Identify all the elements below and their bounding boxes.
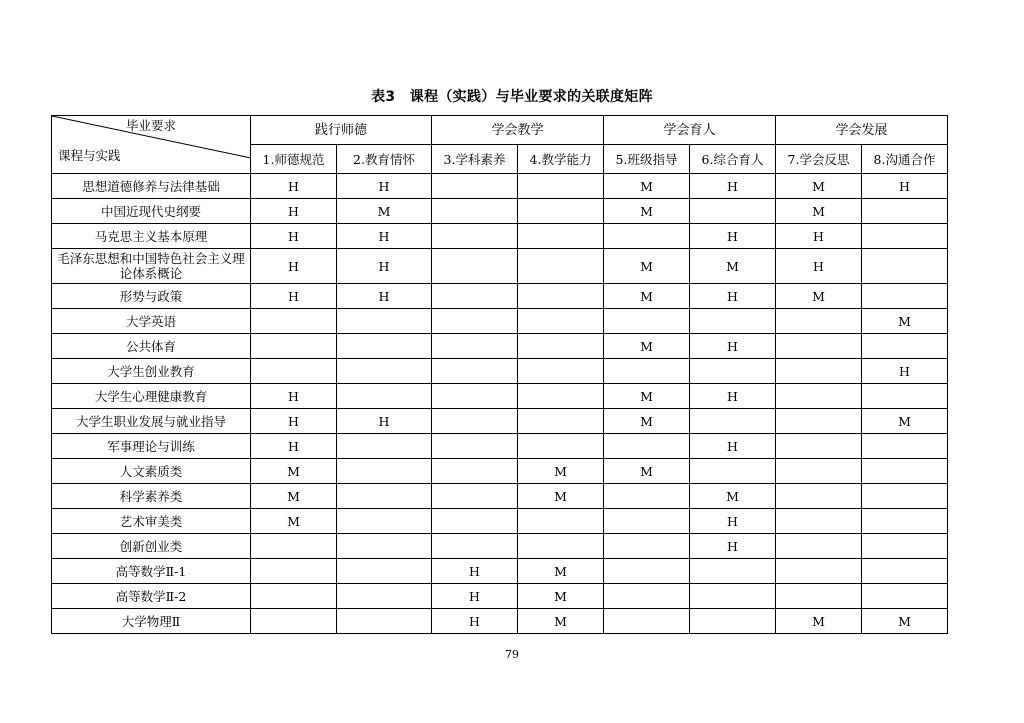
relevance-cell <box>862 459 948 484</box>
relevance-cell <box>432 384 518 409</box>
relevance-cell: H <box>251 409 337 434</box>
relevance-cell <box>776 309 862 334</box>
requirement-header: 3.学科素养 <box>432 145 518 174</box>
requirement-matrix-table <box>51 115 948 634</box>
relevance-cell <box>337 334 432 359</box>
relevance-cell: H <box>690 434 776 459</box>
relevance-cell: M <box>518 584 604 609</box>
relevance-cell <box>251 534 337 559</box>
course-name-cell: 思想道德修养与法律基础 <box>52 174 251 199</box>
relevance-cell <box>432 199 518 224</box>
table-row <box>52 309 948 334</box>
relevance-cell <box>518 224 604 249</box>
relevance-cell <box>776 409 862 434</box>
table-row <box>52 484 948 509</box>
relevance-cell: M <box>776 284 862 309</box>
relevance-cell: H <box>337 249 432 284</box>
relevance-cell <box>776 484 862 509</box>
relevance-cell <box>776 334 862 359</box>
table-row <box>52 559 948 584</box>
relevance-cell <box>337 309 432 334</box>
relevance-cell: M <box>251 509 337 534</box>
course-name-cell: 高等数学Ⅱ-2 <box>52 584 251 609</box>
relevance-cell <box>518 509 604 534</box>
relevance-cell: M <box>604 384 690 409</box>
relevance-cell <box>337 509 432 534</box>
relevance-cell: M <box>862 309 948 334</box>
corner-label-requirements: 毕业要求 <box>126 118 177 133</box>
relevance-cell <box>776 584 862 609</box>
relevance-cell <box>776 359 862 384</box>
table-row <box>52 359 948 384</box>
table-row <box>52 459 948 484</box>
relevance-cell <box>432 359 518 384</box>
relevance-cell <box>432 434 518 459</box>
relevance-cell: M <box>518 559 604 584</box>
relevance-cell <box>518 359 604 384</box>
matrix-body <box>52 174 948 634</box>
requirement-header: 1.师德规范 <box>251 145 337 174</box>
relevance-cell <box>337 584 432 609</box>
relevance-cell: M <box>604 249 690 284</box>
relevance-cell: H <box>251 384 337 409</box>
requirement-header: 6.综合育人 <box>690 145 776 174</box>
relevance-cell <box>862 484 948 509</box>
relevance-cell <box>337 459 432 484</box>
relevance-cell <box>518 174 604 199</box>
corner-label-courses: 课程与实践 <box>58 148 121 163</box>
relevance-cell <box>337 434 432 459</box>
relevance-cell <box>337 359 432 384</box>
relevance-cell <box>604 309 690 334</box>
relevance-cell <box>862 384 948 409</box>
relevance-cell: H <box>862 174 948 199</box>
relevance-cell <box>251 309 337 334</box>
relevance-cell: M <box>690 484 776 509</box>
relevance-cell: M <box>251 459 337 484</box>
table-row <box>52 249 948 284</box>
relevance-cell: M <box>604 459 690 484</box>
relevance-cell <box>518 284 604 309</box>
relevance-cell <box>604 434 690 459</box>
relevance-cell: M <box>604 174 690 199</box>
table-row <box>52 284 948 309</box>
relevance-cell: H <box>690 334 776 359</box>
relevance-cell <box>604 509 690 534</box>
requirement-header: 2.教育情怀 <box>337 145 432 174</box>
relevance-cell <box>432 224 518 249</box>
relevance-cell: M <box>604 284 690 309</box>
group-header: 学会教学 <box>432 116 604 145</box>
relevance-cell: M <box>518 484 604 509</box>
relevance-cell <box>432 309 518 334</box>
requirement-header: 8.沟通合作 <box>862 145 948 174</box>
course-name-cell: 马克思主义基本原理 <box>52 224 251 249</box>
relevance-cell <box>251 559 337 584</box>
relevance-cell <box>432 249 518 284</box>
relevance-cell: H <box>251 434 337 459</box>
relevance-cell <box>690 584 776 609</box>
relevance-cell <box>518 199 604 224</box>
relevance-cell: H <box>862 359 948 384</box>
relevance-cell <box>690 409 776 434</box>
relevance-cell <box>251 609 337 634</box>
table-row <box>52 224 948 249</box>
relevance-cell <box>251 334 337 359</box>
relevance-cell <box>604 584 690 609</box>
course-name-cell: 形势与政策 <box>52 284 251 309</box>
relevance-cell: M <box>604 334 690 359</box>
relevance-cell: H <box>337 284 432 309</box>
relevance-cell <box>690 309 776 334</box>
relevance-cell: M <box>862 409 948 434</box>
relevance-cell <box>337 484 432 509</box>
course-name-cell: 公共体育 <box>52 334 251 359</box>
table-row <box>52 584 948 609</box>
relevance-cell <box>776 459 862 484</box>
relevance-cell <box>862 199 948 224</box>
table-title: 表3 课程（实践）与毕业要求的关联度矩阵 <box>371 89 653 105</box>
relevance-cell: H <box>690 509 776 534</box>
relevance-cell <box>862 284 948 309</box>
relevance-cell <box>690 359 776 384</box>
relevance-cell: M <box>862 609 948 634</box>
relevance-cell: H <box>251 284 337 309</box>
table-row <box>52 199 948 224</box>
relevance-cell: H <box>690 534 776 559</box>
relevance-cell <box>604 484 690 509</box>
course-name-cell: 创新创业类 <box>52 534 251 559</box>
course-name-cell: 高等数学Ⅱ-1 <box>52 559 251 584</box>
relevance-cell: H <box>337 174 432 199</box>
relevance-cell <box>432 174 518 199</box>
relevance-cell: M <box>776 609 862 634</box>
relevance-cell <box>432 534 518 559</box>
relevance-cell: M <box>690 249 776 284</box>
relevance-cell: H <box>337 409 432 434</box>
group-header: 学会育人 <box>604 116 776 145</box>
relevance-cell <box>518 434 604 459</box>
relevance-cell: H <box>432 609 518 634</box>
relevance-cell: M <box>776 174 862 199</box>
relevance-cell: M <box>604 199 690 224</box>
relevance-cell <box>776 559 862 584</box>
relevance-cell <box>690 459 776 484</box>
relevance-cell: M <box>337 199 432 224</box>
relevance-cell: H <box>251 249 337 284</box>
relevance-cell <box>337 559 432 584</box>
course-name-cell: 毛泽东思想和中国特色社会主义理论体系概论 <box>52 249 251 284</box>
relevance-cell <box>690 559 776 584</box>
table-row <box>52 509 948 534</box>
table-row <box>52 409 948 434</box>
requirement-header: 5.班级指导 <box>604 145 690 174</box>
relevance-cell <box>604 224 690 249</box>
group-header: 践行师德 <box>251 116 432 145</box>
relevance-cell: H <box>690 384 776 409</box>
course-name-cell: 大学英语 <box>52 309 251 334</box>
course-name-cell: 艺术审美类 <box>52 509 251 534</box>
relevance-cell: H <box>432 559 518 584</box>
relevance-cell <box>432 484 518 509</box>
relevance-cell <box>337 534 432 559</box>
course-name-cell: 大学生心理健康教育 <box>52 384 251 409</box>
relevance-cell <box>604 559 690 584</box>
relevance-cell: H <box>690 174 776 199</box>
relevance-cell <box>432 409 518 434</box>
relevance-cell: M <box>604 409 690 434</box>
relevance-cell: H <box>432 584 518 609</box>
relevance-cell <box>776 534 862 559</box>
relevance-cell <box>862 559 948 584</box>
relevance-cell <box>862 584 948 609</box>
relevance-cell <box>251 359 337 384</box>
relevance-cell <box>432 284 518 309</box>
course-name-cell: 军事理论与训练 <box>52 434 251 459</box>
relevance-cell <box>690 199 776 224</box>
table-row <box>52 609 948 634</box>
relevance-cell <box>518 309 604 334</box>
relevance-cell <box>862 249 948 284</box>
relevance-cell: H <box>251 199 337 224</box>
relevance-cell <box>518 384 604 409</box>
relevance-cell <box>518 534 604 559</box>
relevance-cell: M <box>776 199 862 224</box>
relevance-cell: H <box>776 249 862 284</box>
relevance-cell <box>432 334 518 359</box>
relevance-cell <box>862 224 948 249</box>
relevance-cell <box>518 249 604 284</box>
course-name-cell: 中国近现代史纲要 <box>52 199 251 224</box>
table-row <box>52 384 948 409</box>
relevance-cell: H <box>690 284 776 309</box>
relevance-cell <box>337 609 432 634</box>
relevance-cell <box>518 409 604 434</box>
relevance-cell <box>604 359 690 384</box>
table-row <box>52 534 948 559</box>
relevance-cell: H <box>776 224 862 249</box>
relevance-cell <box>432 459 518 484</box>
table-row <box>52 174 948 199</box>
table-row <box>52 334 948 359</box>
relevance-cell <box>776 509 862 534</box>
relevance-cell <box>432 509 518 534</box>
relevance-cell <box>862 334 948 359</box>
relevance-cell <box>862 434 948 459</box>
requirement-header: 4.教学能力 <box>518 145 604 174</box>
table-row <box>52 434 948 459</box>
relevance-cell <box>776 434 862 459</box>
relevance-cell: H <box>251 174 337 199</box>
course-name-cell: 大学物理Ⅱ <box>52 609 251 634</box>
group-header: 学会发展 <box>776 116 948 145</box>
relevance-cell <box>518 334 604 359</box>
relevance-cell: M <box>251 484 337 509</box>
relevance-cell <box>251 584 337 609</box>
relevance-cell <box>604 534 690 559</box>
relevance-cell: H <box>251 224 337 249</box>
corner-header <box>52 116 251 174</box>
course-name-cell: 大学生职业发展与就业指导 <box>52 409 251 434</box>
relevance-cell <box>862 509 948 534</box>
relevance-cell: M <box>518 459 604 484</box>
requirement-header: 7.学会反思 <box>776 145 862 174</box>
relevance-cell <box>862 534 948 559</box>
relevance-cell <box>690 609 776 634</box>
course-name-cell: 科学素养类 <box>52 484 251 509</box>
page-number: 79 <box>505 648 519 661</box>
relevance-cell: H <box>337 224 432 249</box>
course-name-cell: 大学生创业教育 <box>52 359 251 384</box>
course-name-cell: 人文素质类 <box>52 459 251 484</box>
relevance-cell: H <box>690 224 776 249</box>
relevance-cell <box>337 384 432 409</box>
relevance-cell: M <box>518 609 604 634</box>
relevance-cell <box>604 609 690 634</box>
relevance-cell <box>776 384 862 409</box>
